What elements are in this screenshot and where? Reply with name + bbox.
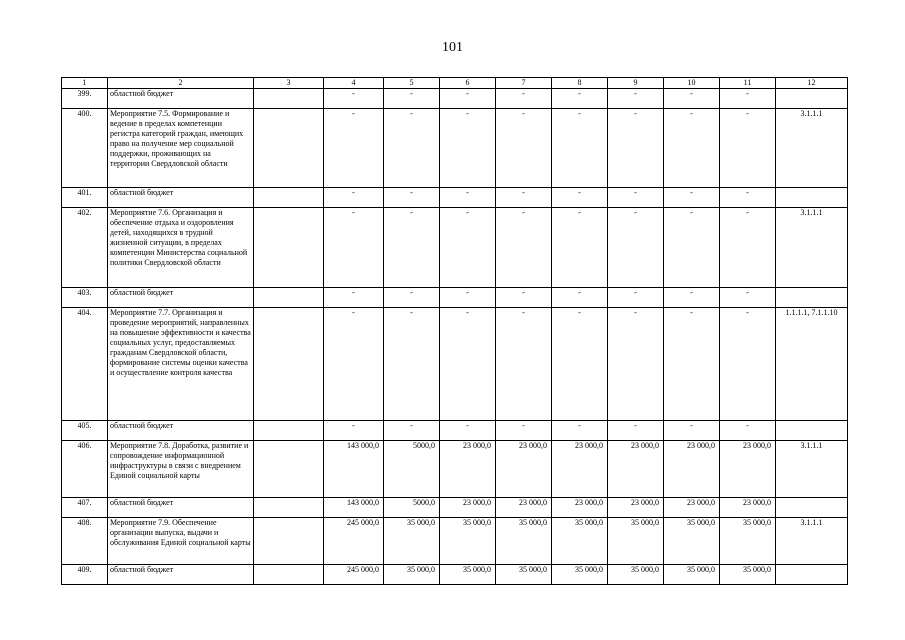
- row-col3: [254, 89, 324, 109]
- row-value: -: [496, 308, 552, 421]
- table-row: [62, 109, 848, 188]
- table-row: [62, 518, 848, 565]
- row-target: [776, 89, 848, 109]
- row-value: 35 000,0: [496, 518, 552, 565]
- row-target: [776, 498, 848, 518]
- table-header-row: [62, 78, 848, 89]
- row-number: 404.: [62, 308, 108, 421]
- row-name: областной бюджет: [108, 498, 254, 518]
- row-value: -: [552, 421, 608, 441]
- row-value: -: [664, 288, 720, 308]
- row-number: 400.: [62, 109, 108, 188]
- row-value: 35 000,0: [720, 565, 776, 585]
- row-value: -: [608, 188, 664, 208]
- row-value: -: [552, 208, 608, 288]
- row-value: -: [324, 208, 384, 288]
- row-value: -: [720, 89, 776, 109]
- table-row: [62, 208, 848, 288]
- row-value: -: [324, 421, 384, 441]
- row-value: -: [552, 308, 608, 421]
- row-value: -: [384, 308, 440, 421]
- row-target: 3.1.1.1: [776, 208, 848, 288]
- table-body: [62, 89, 848, 585]
- row-number: 402.: [62, 208, 108, 288]
- column-header-9: 9: [608, 78, 664, 89]
- row-value: 23 000,0: [552, 498, 608, 518]
- column-header-12: 12: [776, 78, 848, 89]
- table-row: [62, 421, 848, 441]
- table-row: [62, 288, 848, 308]
- table-row: [62, 308, 848, 421]
- row-value: 35 000,0: [440, 518, 496, 565]
- row-value: -: [384, 288, 440, 308]
- row-value: 35 000,0: [720, 518, 776, 565]
- row-name: областной бюджет: [108, 188, 254, 208]
- row-value: 245 000,0: [324, 565, 384, 585]
- row-value: -: [324, 188, 384, 208]
- row-target: [776, 565, 848, 585]
- row-col3: [254, 441, 324, 498]
- table-row: [62, 498, 848, 518]
- row-name: областной бюджет: [108, 288, 254, 308]
- row-value: 35 000,0: [384, 565, 440, 585]
- row-value: 35 000,0: [440, 565, 496, 585]
- row-value: -: [608, 109, 664, 188]
- program-table: [61, 77, 848, 585]
- row-value: -: [384, 188, 440, 208]
- row-value: 35 000,0: [608, 518, 664, 565]
- row-target: 3.1.1.1: [776, 518, 848, 565]
- row-value: 35 000,0: [664, 518, 720, 565]
- table-row: [62, 89, 848, 109]
- row-name: Мероприятие 7.8. Доработка, развитие и сопровождение информационной инфраструктуры в связи с внедрением Единой социальной карты: [108, 441, 254, 498]
- row-name: Мероприятие 7.5. Формирование и ведение в пределах компетенции регистра категорий граждан, имеющих право на получение мер социальной поддержки, проживающих на территории Свердловской области: [108, 109, 254, 188]
- column-header-6: 6: [440, 78, 496, 89]
- row-value: -: [608, 421, 664, 441]
- row-col3: [254, 208, 324, 288]
- table-row: [62, 441, 848, 498]
- row-value: -: [664, 109, 720, 188]
- column-header-2: 2: [108, 78, 254, 89]
- column-header-5: 5: [384, 78, 440, 89]
- row-value: -: [720, 208, 776, 288]
- row-value: -: [720, 288, 776, 308]
- row-value: 35 000,0: [608, 565, 664, 585]
- row-value: -: [608, 208, 664, 288]
- row-value: 23 000,0: [664, 441, 720, 498]
- row-value: -: [496, 421, 552, 441]
- row-col3: [254, 518, 324, 565]
- row-value: 23 000,0: [440, 498, 496, 518]
- row-value: -: [664, 308, 720, 421]
- row-value: 23 000,0: [720, 441, 776, 498]
- row-value: -: [440, 208, 496, 288]
- row-value: 35 000,0: [384, 518, 440, 565]
- row-value: -: [720, 308, 776, 421]
- row-value: -: [608, 288, 664, 308]
- row-value: 23 000,0: [496, 441, 552, 498]
- row-number: 399.: [62, 89, 108, 109]
- row-value: 23 000,0: [664, 498, 720, 518]
- row-value: -: [552, 89, 608, 109]
- row-value: -: [496, 208, 552, 288]
- row-value: -: [384, 208, 440, 288]
- row-value: -: [496, 89, 552, 109]
- row-value: -: [324, 109, 384, 188]
- row-number: 401.: [62, 188, 108, 208]
- row-value: 23 000,0: [552, 441, 608, 498]
- row-col3: [254, 308, 324, 421]
- row-target: [776, 421, 848, 441]
- row-target: [776, 188, 848, 208]
- row-value: -: [664, 421, 720, 441]
- row-value: 245 000,0: [324, 518, 384, 565]
- page-number: 101: [442, 40, 463, 55]
- row-value: -: [608, 89, 664, 109]
- column-header-8: 8: [552, 78, 608, 89]
- row-value: -: [384, 89, 440, 109]
- row-value: -: [324, 89, 384, 109]
- column-header-1: 1: [62, 78, 108, 89]
- row-value: 5000,0: [384, 441, 440, 498]
- row-value: -: [324, 288, 384, 308]
- row-name: областной бюджет: [108, 421, 254, 441]
- row-col3: [254, 109, 324, 188]
- row-value: 5000,0: [384, 498, 440, 518]
- row-value: -: [664, 208, 720, 288]
- row-col3: [254, 498, 324, 518]
- row-value: -: [440, 421, 496, 441]
- row-name: Мероприятие 7.7. Организация и проведение мероприятий, направленных на повышение эффективности и качества социальных услуг, предоставляемых гражданам Свердловской области, формирование системы оценки качества и осуществление контроля качества: [108, 308, 254, 421]
- row-value: -: [324, 308, 384, 421]
- row-value: -: [720, 188, 776, 208]
- row-value: 35 000,0: [552, 518, 608, 565]
- table-row: [62, 188, 848, 208]
- row-value: -: [440, 188, 496, 208]
- column-header-10: 10: [664, 78, 720, 89]
- row-target: [776, 288, 848, 308]
- row-value: 143 000,0: [324, 498, 384, 518]
- row-name: Мероприятие 7.6. Организация и обеспечение отдыха и оздоровления детей, находящихся в трудной жизненной ситуации, в пределах компетенции Министерства социальной политики Свердловской области: [108, 208, 254, 288]
- row-target: 3.1.1.1: [776, 109, 848, 188]
- row-value: 23 000,0: [496, 498, 552, 518]
- row-value: -: [608, 308, 664, 421]
- column-header-11: 11: [720, 78, 776, 89]
- row-col3: [254, 421, 324, 441]
- row-target: 3.1.1.1: [776, 441, 848, 498]
- row-value: -: [440, 109, 496, 188]
- row-value: -: [384, 421, 440, 441]
- row-value: -: [496, 188, 552, 208]
- row-number: 407.: [62, 498, 108, 518]
- row-value: -: [664, 188, 720, 208]
- row-col3: [254, 188, 324, 208]
- row-col3: [254, 288, 324, 308]
- row-value: 23 000,0: [608, 441, 664, 498]
- row-number: 403.: [62, 288, 108, 308]
- row-value: 23 000,0: [720, 498, 776, 518]
- row-value: -: [552, 109, 608, 188]
- row-value: -: [664, 89, 720, 109]
- row-target: 1.1.1.1, 7.1.1.10: [776, 308, 848, 421]
- row-value: 23 000,0: [608, 498, 664, 518]
- row-value: 23 000,0: [440, 441, 496, 498]
- row-value: -: [496, 109, 552, 188]
- row-value: -: [440, 89, 496, 109]
- row-number: 405.: [62, 421, 108, 441]
- row-col3: [254, 565, 324, 585]
- row-number: 408.: [62, 518, 108, 565]
- row-name: Мероприятие 7.9. Обеспечение организации выпуска, выдачи и обслуживания Единой социальной карты: [108, 518, 254, 565]
- row-value: 35 000,0: [664, 565, 720, 585]
- row-number: 409.: [62, 565, 108, 585]
- row-value: -: [552, 188, 608, 208]
- row-number: 406.: [62, 441, 108, 498]
- row-value: -: [440, 288, 496, 308]
- row-name: областной бюджет: [108, 565, 254, 585]
- row-value: 35 000,0: [552, 565, 608, 585]
- row-value: -: [552, 288, 608, 308]
- row-value: -: [384, 109, 440, 188]
- row-value: -: [720, 421, 776, 441]
- row-value: -: [496, 288, 552, 308]
- column-header-3: 3: [254, 78, 324, 89]
- table-row: [62, 565, 848, 585]
- column-header-7: 7: [496, 78, 552, 89]
- row-value: -: [440, 308, 496, 421]
- column-header-4: 4: [324, 78, 384, 89]
- row-value: -: [720, 109, 776, 188]
- row-name: областной бюджет: [108, 89, 254, 109]
- row-value: 143 000,0: [324, 441, 384, 498]
- row-value: 35 000,0: [496, 565, 552, 585]
